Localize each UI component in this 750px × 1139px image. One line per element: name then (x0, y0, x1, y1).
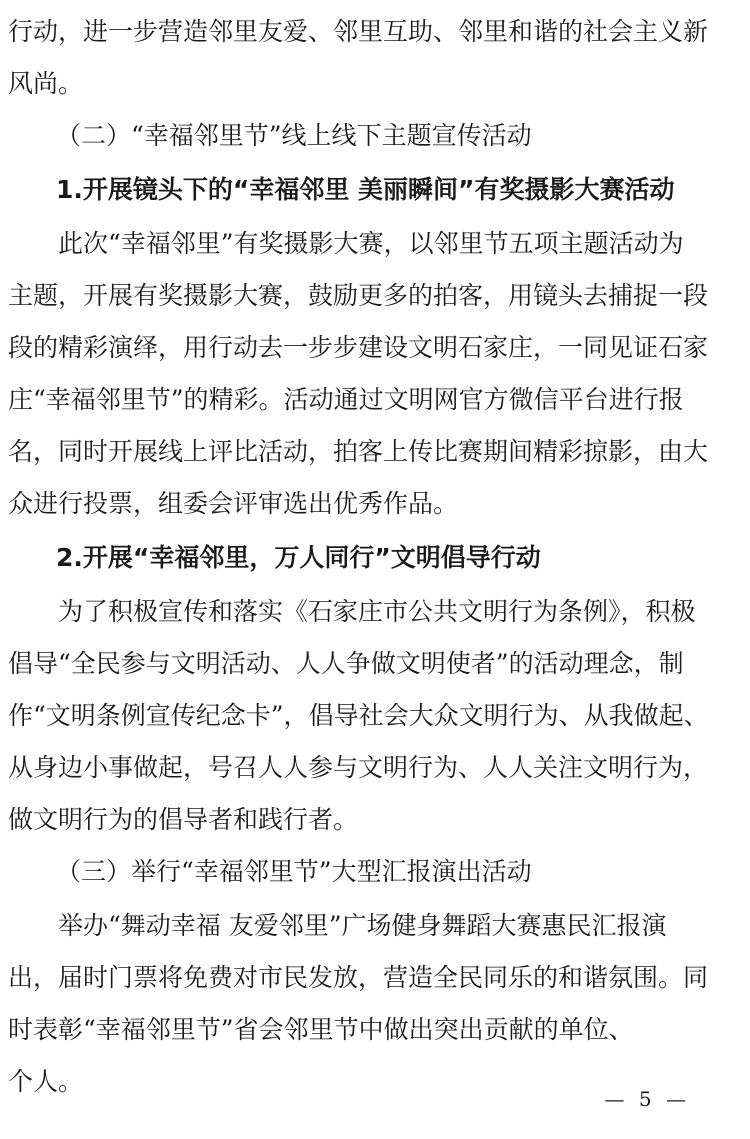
line-text: 风尚。 (8, 69, 84, 98)
line-16 (0, 800, 750, 840)
line-text: 众进行投票，组委会评审选出优秀作品。 (8, 489, 459, 518)
line-text: 行动，进一步营造邻里友爱、邻里互助、邻里和谐的社会主义新 (8, 17, 709, 46)
line-text: 作“文明条例宣传纪念卡”，倡导社会大众文明行为、从我做起、 (8, 701, 709, 730)
line-12 (0, 592, 734, 632)
heading-text: （三）举行“幸福邻里节”大型汇报演出活动 (56, 857, 532, 886)
line-13 (0, 644, 734, 684)
line-19 (0, 958, 734, 998)
line-09 (0, 432, 734, 472)
line-10 (0, 484, 750, 524)
section-heading-2 (0, 116, 750, 156)
subheading-text: 2.开展“幸福邻里，万人同行”文明倡导行动 (56, 543, 541, 572)
line-text: 倡导“全民参与文明活动、人人争做文明使者”的活动理念，制 (8, 649, 684, 678)
line-08 (0, 380, 734, 420)
line-02 (0, 64, 750, 104)
line-text: 从身边小事做起，号召人人参与文明行为、人人关注文明行为， (8, 753, 709, 782)
line-20 (0, 1010, 734, 1050)
line-text: 为了积极宣传和落实《石家庄市公共文明行为条例》，积极 (58, 597, 696, 626)
line-05 (0, 224, 734, 264)
line-text: 出，届时门票将免费对市民发放，营造全民同乐的和谐氛围。同 (8, 963, 709, 992)
line-text: 此次“幸福邻里”有奖摄影大赛，以邻里节五项主题活动为 (58, 229, 684, 258)
line-text: 做文明行为的倡导者和践行者。 (8, 805, 359, 834)
line-07 (0, 328, 734, 368)
subheading-2 (0, 538, 750, 578)
line-14 (0, 696, 734, 736)
line-06 (0, 276, 734, 316)
page-number: — 5 — (604, 1087, 690, 1111)
subheading-1 (0, 170, 750, 210)
line-01 (0, 12, 734, 52)
line-text: 时表彰“幸福邻里节”省会邻里节中做出突出贡献的单位、 (8, 1015, 634, 1044)
line-text: 个人。 (8, 1067, 84, 1096)
line-15 (0, 748, 734, 788)
line-18 (0, 906, 734, 946)
subheading-text: 1.开展镜头下的“幸福邻里 美丽瞬间”有奖摄影大赛活动 (56, 175, 675, 204)
section-heading-3 (0, 852, 750, 892)
line-text: 举办“舞动幸福 友爱邻里”广场健身舞蹈大赛惠民汇报演 (58, 911, 667, 940)
heading-text: （二）“幸福邻里节”线上线下主题宣传活动 (56, 121, 532, 150)
line-text: 名，同时开展线上评比活动，拍客上传比赛期间精彩掠影，由大 (8, 437, 709, 466)
line-text: 庄“幸福邻里节”的精彩。活动通过文明网官方微信平台进行报 (8, 385, 684, 414)
line-text: 段的精彩演绎，用行动去一步步建设文明石家庄，一同见证石家 (8, 333, 709, 362)
line-text: 主题，开展有奖摄影大赛，鼓励更多的拍客，用镜头去捕捉一段 (8, 281, 709, 310)
